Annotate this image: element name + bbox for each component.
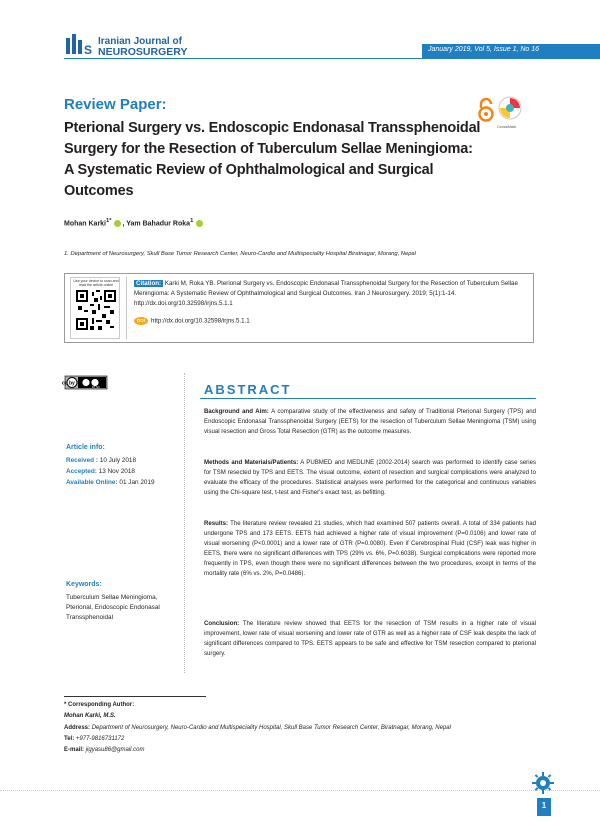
tel-text: +977-9816731172 (75, 736, 125, 742)
background-text: A comparative study of the effectiveness and safety of Traditional Pterional Surgery (TPS) and Endoscopic Endonasal Transsphenoidal Surgery (EETS) for the resection of Tuberculum Sellae Meningioma (TSM) using visual resection and Gross Total Resection (GTR) as the outcome measures. (204, 408, 537, 435)
online-label: Available Online: (66, 479, 118, 486)
conclusion-label: Conclusion: (204, 620, 240, 627)
citation-divider (126, 277, 127, 339)
citation-body: Karki M, Roka YB. Pterional Surgery vs. Endoscopic Endonasal Transsphenoidal Surgery for the Resection of Tuberculum Sellae Meningioma: A Systematic Review of Ophthalmological and Surgical Outcomes. Iran J Neurosurgery. 2019; 5(1):1-14. http://dx.doi.org/10.32598/irjns.5.1.1 (134, 280, 518, 307)
journal-name-line1: Iranian Journal of (98, 36, 182, 47)
keywords-title: Keywords: (66, 581, 102, 588)
accepted-date: 13 Nov 2018 (98, 468, 135, 475)
methods-text: A PUBMED and MEDLINE (2002-2014) search was performed to identify case series for TSM resected by TPS and EETS. The visual outcome, extent of resection and surgical complications were analyzed to evaluate the efficacy of the procedures. Statistical analyses were performed for the categorical and continuous variables using the Chi-square test, t-test and Fisher's exact test, as befitting. (204, 459, 537, 496)
page-title: Pterional Surgery vs. Endoscopic Endonasal Transsphenoidal Surgery for the Resection of Tuberculum Sellae Meningioma: A Systematic Review of Ophthalmological and Surgical Outcomes (64, 120, 481, 199)
gear-icon (532, 772, 554, 794)
doi-icon: DOI (134, 317, 148, 325)
author-mark: 1 (190, 218, 194, 224)
corresponding-name-text: Mohan Karki, M.S. (64, 713, 116, 719)
article-info-title: Article info: (66, 444, 105, 451)
orcid-icon[interactable] (114, 220, 121, 227)
corresponding-heading (64, 700, 134, 710)
author-mark: 1* (106, 218, 112, 224)
column-divider (184, 373, 185, 673)
abstract-results (204, 519, 536, 579)
author-separator: , (122, 220, 127, 228)
email-link[interactable]: jigyasu86@gmail.com (85, 747, 145, 753)
crossmark-label: CrossMark (497, 124, 517, 129)
doi-link[interactable]: http://dx.doi.org/10.32598/irjns.5.1.1 (151, 317, 250, 325)
citation-tag: Citation: (136, 280, 162, 287)
corresponding-email (64, 745, 144, 755)
abstract-methods (204, 458, 536, 498)
received-row (66, 455, 155, 466)
journal-logo (64, 28, 204, 62)
results-label: Results: (204, 520, 229, 527)
results-text: The literature review revealed 21 studies, which had examined 507 patients overall. A total of 334 patients had undergone TPS and 173 EETS. EETS had achieved a higher rate of visual improvement (P=0.0106) and lower rate of visual worsening (P<0.0001) and a lower rate of GTR (P=0.0080). Even if Cerebrospinal Fluid (CSF) leak was higher in EETS, there were no significant differences with TPS (29% vs. 6%, P=0.6038). Surgical complications were reported more frequently in TPS, even though there were no significant differences between the two procedures, except in terms of the mortality rate (6% vs. 2%, P=0.0486). (204, 520, 536, 577)
doi-line (134, 317, 250, 325)
background-label: Background and Aim: (204, 408, 269, 415)
affiliation: 1. Department of Neurosurgery, Skull Base Tumor Research Center, Neuro-Cardio and Multispeciality Hospital Biratnagar, Morang, Nepal (64, 251, 416, 257)
crossmark-icon[interactable] (498, 96, 522, 124)
article-info (66, 455, 155, 488)
received-label: Received : (66, 457, 98, 464)
corresponding-name (64, 711, 116, 721)
cc-mark: cc by nc (61, 380, 83, 387)
author-list (64, 218, 204, 227)
cc-license-icon[interactable] (61, 376, 107, 389)
qr-label: Use your device to scan and read the article online (73, 279, 119, 288)
abstract-rule (200, 398, 536, 399)
article-type-label: Review Paper: (64, 96, 167, 113)
address-label: Address: (64, 725, 91, 731)
bottom-rule (0, 790, 600, 791)
svg-text:S: S (84, 43, 93, 57)
author-name[interactable]: Mohan Karki (64, 220, 107, 228)
orcid-icon[interactable] (196, 220, 203, 227)
citation-text (134, 279, 529, 309)
accepted-label: Accepted: (66, 468, 97, 475)
footnote-rule (64, 696, 206, 697)
journal-name-line2: NEUROSURGERY (98, 46, 188, 58)
abstract-heading: ABSTRACT (204, 382, 292, 397)
corresponding-tel (64, 734, 124, 744)
keywords-text: Tuberculum Sellae Meningioma, Pterional, Endoscopic Endonasal Transsphenoidal (66, 594, 160, 621)
conclusion-text: The literature review showed that EETS for the resection of TSM results in a higher rate of visual improvement, lower rate of visual worsening and lower rate of GTR as well as a higher rate of CSF leak despite the lack of significant differences compared to TPS. EETS appears to be safe and effective for TSM resection compared to pterional surgery. (204, 620, 536, 657)
author-name[interactable]: Yam Bahadur Roka (126, 220, 191, 228)
address-text: Department of Neurosurgery, Neuro-Cardio and Multispeciality Hospital, Skull Base Tumor Research Center, Biratnagar, Morang, Nepal (91, 725, 451, 731)
header-rule (64, 58, 600, 59)
svg-text:BY NC: BY NC (92, 386, 100, 389)
received-date: 10 July 2018 (99, 457, 137, 464)
corresponding-address (64, 723, 451, 733)
online-date: 01 Jan 2019 (119, 479, 155, 486)
methods-label: Methods and Materials/Patients: (204, 459, 299, 466)
qr-code-icon[interactable] (76, 290, 116, 330)
tel-label: Tel: (64, 736, 75, 742)
email-label: E-mail: (64, 747, 85, 753)
corresponding-heading-text: * Corresponding Author: (64, 702, 135, 708)
abstract-background (204, 407, 536, 437)
open-access-icon[interactable] (476, 98, 496, 122)
journal-logo-icon (64, 30, 94, 58)
accepted-row (66, 466, 155, 477)
online-row (66, 477, 155, 488)
abstract-conclusion (204, 619, 536, 659)
issue-info: January 2019, Vol 5, Issue 1, No 16 (428, 46, 540, 53)
page-number: 1 (541, 801, 547, 810)
